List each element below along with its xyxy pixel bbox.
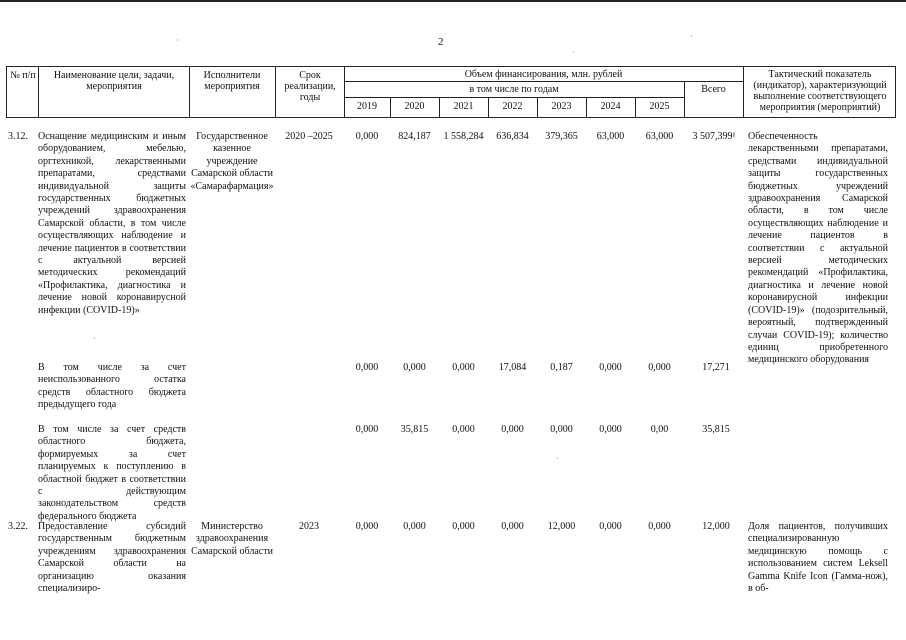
row-term: 2020 –2025: [285, 131, 333, 142]
value-2021: 0,000: [452, 424, 475, 435]
value-2025: 63,000: [645, 131, 674, 142]
value-2021: 1 558,284: [443, 131, 484, 142]
header-year: 2024: [600, 101, 621, 112]
header-vline: [895, 66, 896, 118]
value-2019: 0,000: [355, 521, 379, 532]
row-name: Предоставление субсидий государственным бюджетным учреждениям здравоохранения Самарской области на организацию оказания специализиро-: [38, 521, 186, 595]
value-total: 35,815: [702, 424, 730, 435]
value-2025: 0,000: [648, 362, 671, 373]
value-2022: 0,000: [501, 521, 524, 532]
value-2023: 379,365: [545, 131, 578, 142]
header-by-years: в том числе по годам: [469, 84, 559, 95]
value-2022: 17,084: [498, 362, 527, 373]
value-2020: 824,187: [398, 131, 431, 142]
value-2019: 0,000: [355, 362, 379, 373]
value-2025: 0,00: [650, 424, 669, 435]
row-name: В том числе за счет неиспользованного остатка средств областного бюджета предыдущего года: [38, 362, 186, 411]
header-year: 2021: [453, 101, 474, 112]
header-vline: [189, 66, 190, 118]
row-indicator: Обеспеченность лекарственными препаратами, средствами индивидуальной защиты государственных бюджетных учреждений здравоохранения Самарской области, в том числе осуществляющих наблюдение и лечение пациентов в соответствии с актуальной версией методических рекомендаций «Профилактика, диагностика и лечение новой коронавирусной инфекции (COVID-19)» (подозрительный, вероятный, подтвержденный случаи COVID-19); количество единиц приобретенного медицинского оборудования: [748, 131, 888, 366]
value-2023: 12,000: [547, 521, 576, 532]
row-number: 3.12.: [8, 131, 28, 142]
value-total: 3 507,399¹: [692, 131, 736, 142]
value-2020: 0,000: [403, 362, 426, 373]
value-2020: 35,815: [400, 424, 429, 435]
scan-top-edge: [0, 0, 906, 2]
header-num: № п/п: [10, 70, 36, 81]
value-2022: 0,000: [501, 424, 524, 435]
header-vline: [743, 66, 744, 118]
scan-speck: ·: [572, 48, 575, 57]
scan-speck: ·: [556, 454, 559, 463]
row-name: Оснащение медицинским и иным оборудованием, мебелью, оргтехникой, лекарственными препаратами, средствами индивидуальной защиты государственных бюджетных учреждений здравоохранения Самарской области, в том числе осуществляющих наблюдение и лечение пациентов в соответствии с актуальной версией методических рекомендаций «Профилактика, диагностика и лечение новой коронавирусной инфекции (COVID-19)»: [38, 131, 186, 316]
value-2019: 0,000: [355, 424, 379, 435]
header-year: 2023: [551, 101, 572, 112]
value-2021: 0,000: [452, 521, 475, 532]
header-executor: Исполнители мероприятия: [203, 70, 261, 92]
header-year: 2019: [357, 101, 377, 112]
scan-speck: ·: [93, 334, 96, 343]
header-year: 2020: [404, 101, 425, 112]
row-executor: Государственное казенное учреждение Самарской области «Самарафармация»: [190, 131, 274, 192]
value-2020: 0,000: [403, 521, 426, 532]
value-2022: 636,834: [496, 131, 529, 142]
header-indicator: Тактический показатель (индикатор), характеризующий выполнение соответствующего мероприятия (мероприятий): [753, 69, 887, 113]
header-vline: [6, 66, 7, 118]
value-total: 12,000: [702, 521, 730, 532]
header-year: 2022: [502, 101, 523, 112]
value-2023: 0,000: [550, 424, 573, 435]
value-2021: 0,000: [452, 362, 475, 373]
header-year: 2025: [649, 101, 670, 112]
row-executor: Министерство здравоохранения Самарской области: [191, 521, 273, 557]
value-2024: 0,000: [599, 424, 622, 435]
page-number: 2: [438, 36, 444, 48]
value-total: 17,271: [702, 362, 730, 373]
table-header: [6, 66, 896, 118]
value-2024: 63,000: [596, 131, 625, 142]
header-vline: [38, 66, 39, 118]
row-term: 2023: [299, 521, 319, 532]
value-2024: 0,000: [599, 362, 622, 373]
header-bottom-border: [6, 117, 896, 118]
header-term: Срок реализации, годы: [284, 70, 336, 103]
scan-speck: ·: [176, 36, 179, 45]
header-years-divider: [344, 97, 684, 98]
value-2024: 0,000: [599, 521, 622, 532]
header-vline: [275, 66, 276, 118]
row-name: В том числе за счет средств областного бюджета, формируемых за счет планируемых к поступлению в областной бюджет в соответствии с действующим законодательством средств федерального бюджета: [38, 424, 186, 522]
header-funding: Объем финансирования, млн. рублей: [464, 69, 623, 80]
row-number: 3.22.: [8, 521, 28, 532]
header-total: Всего: [701, 84, 726, 95]
value-2019: 0,000: [355, 131, 379, 142]
header-name: Наименование цели, задачи, мероприятия: [53, 70, 175, 92]
header-top-border: [6, 66, 896, 67]
value-2023: 0,187: [550, 362, 573, 373]
value-2025: 0,000: [648, 521, 671, 532]
row-indicator: Доля пациентов, получивших специализированную медицинскую помощь с использованием систем Leksell Gamma Knife Icon (Гамма-нож), в об-: [748, 521, 888, 595]
scan-speck: ·: [690, 32, 693, 41]
